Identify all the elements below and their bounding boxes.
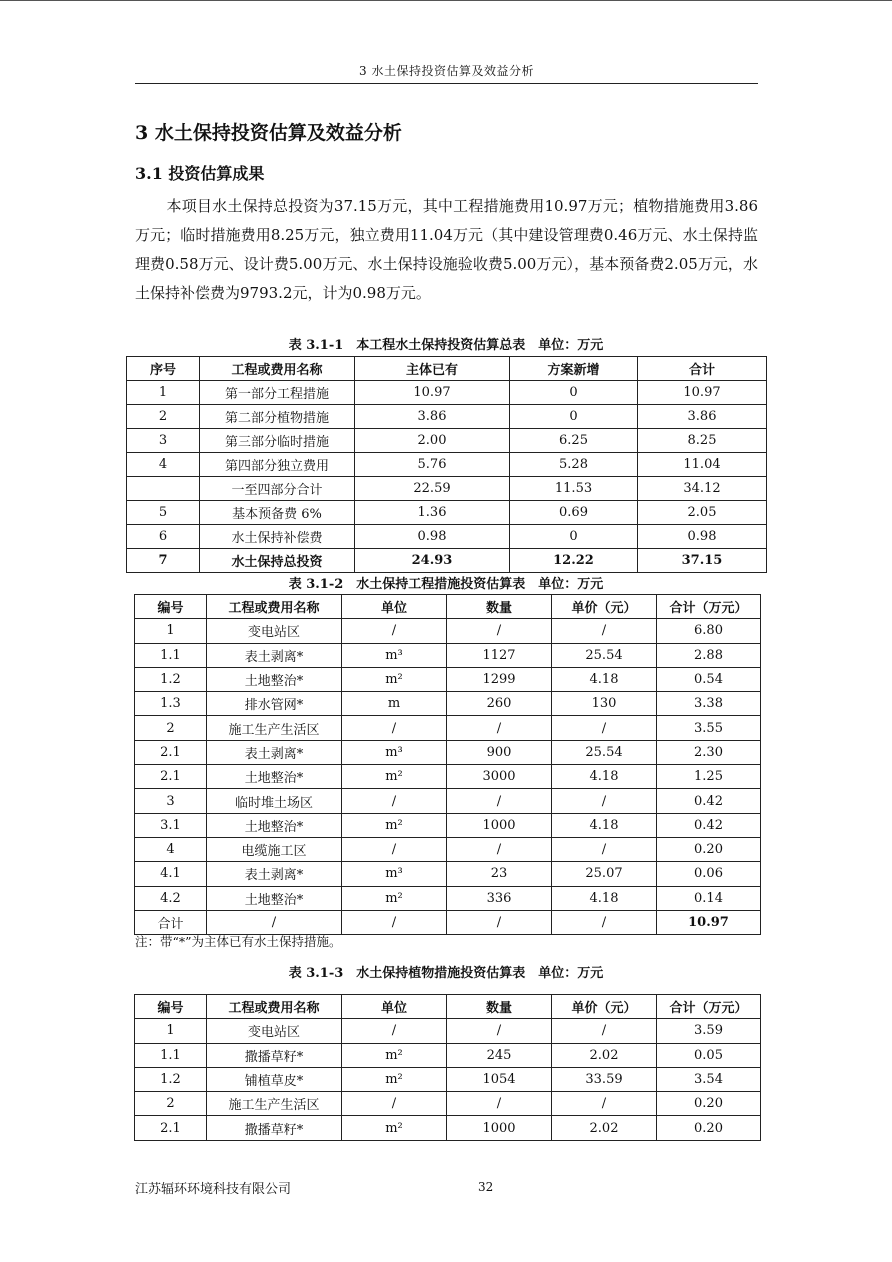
table-cell: m²	[342, 667, 447, 691]
section-title: 3.1 投资估算成果	[135, 164, 265, 183]
table-cell: 0.98	[638, 525, 767, 549]
table-cell: 4	[127, 453, 200, 477]
table-row	[135, 643, 761, 667]
col-header: 编号	[135, 995, 207, 1019]
table-row	[135, 813, 761, 837]
table-cell: /	[342, 1019, 447, 1043]
table-cell: /	[447, 716, 552, 740]
table-cell: m³	[342, 862, 447, 886]
table-cell: 表土剥离*	[207, 862, 342, 886]
table-row	[135, 765, 761, 789]
table-cell: 2.02	[552, 1116, 657, 1140]
table-cell: 3	[127, 429, 200, 453]
col-header: 编号	[135, 595, 207, 619]
table-cell: 2.05	[638, 501, 767, 525]
col-header: 数量	[447, 995, 552, 1019]
table-cell: 0.14	[657, 886, 761, 910]
table-cell: 1	[127, 381, 200, 405]
col-header: 单位	[342, 995, 447, 1019]
table-cell: 7	[127, 549, 200, 573]
table1-caption: 表 3.1-1 本工程水土保持投资估算总表 单位：万元	[288, 338, 604, 353]
table-cell: 1.1	[135, 1043, 207, 1067]
table-cell: 1.3	[135, 692, 207, 716]
table-cell: /	[342, 619, 447, 643]
table-row	[135, 1092, 761, 1116]
table-cell: /	[552, 789, 657, 813]
table-cell: /	[552, 1092, 657, 1116]
table-row	[127, 381, 767, 405]
table-cell: 260	[447, 692, 552, 716]
table-cell: 3.59	[657, 1019, 761, 1043]
table-cell: 1299	[447, 667, 552, 691]
table-cell: 撒播草籽*	[207, 1116, 342, 1140]
table-cell: 1.36	[355, 501, 510, 525]
table-cell: m²	[342, 813, 447, 837]
table-cell: 撒播草籽*	[207, 1043, 342, 1067]
table-cell: 10.97	[355, 381, 510, 405]
col-header: 单价（元）	[552, 595, 657, 619]
table-cell: 25.54	[552, 643, 657, 667]
table-cell: 22.59	[355, 477, 510, 501]
table-cell: 130	[552, 692, 657, 716]
table-cell: 6.25	[510, 429, 638, 453]
table-cell: 1	[135, 1019, 207, 1043]
table-cell: 2.30	[657, 740, 761, 764]
table-cell: /	[552, 1019, 657, 1043]
table-cell: m³	[342, 643, 447, 667]
table-cell: m²	[342, 765, 447, 789]
table-row	[135, 692, 761, 716]
table-cell: /	[447, 789, 552, 813]
table-cell: 施工生产生活区	[207, 1092, 342, 1116]
table-cell: 4.18	[552, 813, 657, 837]
table-cell: 3.86	[355, 405, 510, 429]
table-cell: 基本预备费 6%	[200, 501, 355, 525]
table-cell: 0.20	[657, 837, 761, 861]
table-row	[127, 549, 767, 573]
table-row	[135, 1019, 761, 1043]
table-row	[127, 405, 767, 429]
table-cell: 水土保持补偿费	[200, 525, 355, 549]
table-cell: 第一部分工程措施	[200, 381, 355, 405]
table-cell: 2.88	[657, 643, 761, 667]
table-cell: 4.18	[552, 765, 657, 789]
table-cell: 245	[447, 1043, 552, 1067]
table-cell: 铺植草皮*	[207, 1067, 342, 1091]
table-cell: 1127	[447, 643, 552, 667]
table-cell: 37.15	[638, 549, 767, 573]
table-cell: 1000	[447, 1116, 552, 1140]
table-cell: /	[552, 910, 657, 934]
table-row	[127, 525, 767, 549]
table-cell: 4.18	[552, 886, 657, 910]
col-header: 合计（万元）	[657, 595, 761, 619]
table-row	[127, 429, 767, 453]
table-cell: 2.1	[135, 1116, 207, 1140]
table-cell: 临时堆土场区	[207, 789, 342, 813]
table-cell: 2	[135, 716, 207, 740]
plant-measures-table	[134, 994, 761, 1141]
table-cell: 施工生产生活区	[207, 716, 342, 740]
running-header: 3 水土保持投资估算及效益分析	[359, 64, 534, 78]
table-row	[135, 837, 761, 861]
table-row	[135, 1067, 761, 1091]
table-cell: 2.02	[552, 1043, 657, 1067]
table-cell: 表土剥离*	[207, 643, 342, 667]
col-header: 主体已有	[355, 357, 510, 381]
table-cell: 0.20	[657, 1092, 761, 1116]
table-cell: 5.76	[355, 453, 510, 477]
table-cell: 12.22	[510, 549, 638, 573]
table-cell: 排水管网*	[207, 692, 342, 716]
table-cell: 4.2	[135, 886, 207, 910]
table-cell: 一至四部分合计	[200, 477, 355, 501]
table-cell: /	[447, 1019, 552, 1043]
table-cell: /	[447, 1092, 552, 1116]
col-header: 工程或费用名称	[207, 595, 342, 619]
table-cell: m²	[342, 1067, 447, 1091]
table-cell: 1000	[447, 813, 552, 837]
table-cell: m	[342, 692, 447, 716]
table-cell: 2.1	[135, 765, 207, 789]
table-cell: /	[552, 619, 657, 643]
table-cell: 4	[135, 837, 207, 861]
table-cell: m²	[342, 886, 447, 910]
table-row	[127, 501, 767, 525]
col-header: 单价（元）	[552, 995, 657, 1019]
col-header: 数量	[447, 595, 552, 619]
col-header: 序号	[127, 357, 200, 381]
table3-caption: 表 3.1-3 水土保持植物措施投资估算表 单位：万元	[288, 966, 604, 981]
table-cell: 0.54	[657, 667, 761, 691]
table-cell: 8.25	[638, 429, 767, 453]
table-cell: 900	[447, 740, 552, 764]
table-cell: /	[342, 789, 447, 813]
table-cell: 25.07	[552, 862, 657, 886]
table2-caption: 表 3.1-2 水土保持工程措施投资估算表 单位：万元	[288, 577, 604, 592]
table-cell: 合计	[135, 910, 207, 934]
table-row	[135, 789, 761, 813]
table-row	[135, 740, 761, 764]
table-row	[135, 862, 761, 886]
col-header: 方案新增	[510, 357, 638, 381]
table-cell: m²	[342, 1116, 447, 1140]
table-cell: 土地整治*	[207, 813, 342, 837]
table-row	[135, 1116, 761, 1140]
table-cell: 5.28	[510, 453, 638, 477]
table-row	[135, 886, 761, 910]
table-note: 注：带“*”为主体已有水土保持措施。	[135, 934, 342, 949]
table-row	[135, 667, 761, 691]
col-header: 工程或费用名称	[207, 995, 342, 1019]
table-cell: 0	[510, 381, 638, 405]
table-cell: 3.86	[638, 405, 767, 429]
table-cell: 6.80	[657, 619, 761, 643]
page-number: 32	[478, 1180, 494, 1194]
table-cell: 0.69	[510, 501, 638, 525]
table-cell: 0.42	[657, 813, 761, 837]
table-cell: 0.05	[657, 1043, 761, 1067]
table-cell: m²	[342, 1043, 447, 1067]
table-cell: 25.54	[552, 740, 657, 764]
table-cell: 变电站区	[207, 1019, 342, 1043]
table-cell: 23	[447, 862, 552, 886]
engineering-measures-table	[134, 594, 761, 935]
table-cell: 2.1	[135, 740, 207, 764]
table-cell: 水土保持总投资	[200, 549, 355, 573]
table-cell: 3.1	[135, 813, 207, 837]
table-header-row	[135, 595, 761, 619]
table-cell: 11.53	[510, 477, 638, 501]
table-row	[135, 619, 761, 643]
table-cell: 表土剥离*	[207, 740, 342, 764]
table-cell: 11.04	[638, 453, 767, 477]
table-row	[135, 1043, 761, 1067]
chapter-title: 3 水土保持投资估算及效益分析	[135, 122, 402, 144]
table-cell: 土地整治*	[207, 886, 342, 910]
table-cell: 1.1	[135, 643, 207, 667]
table-cell: 电缆施工区	[207, 837, 342, 861]
table-cell: 变电站区	[207, 619, 342, 643]
table-cell: /	[447, 619, 552, 643]
table-cell: 3.38	[657, 692, 761, 716]
col-header: 合计（万元）	[657, 995, 761, 1019]
table-cell: 0.98	[355, 525, 510, 549]
table-cell: 4.1	[135, 862, 207, 886]
table-cell: 1	[135, 619, 207, 643]
table-cell: /	[552, 716, 657, 740]
body-paragraph: 本项目水土保持总投资为37.15万元，其中工程措施费用10.97万元；植物措施费用3.86万元；临时措施费用8.25万元，独立费用11.04万元（其中建设管理费0.46万元、水土保持监理费0.58万元、设计费5.00万元、水土保持设施验收费5.00万元），基本预备费2.05万元，水土保持补偿费为9793.2元，计为0.98万元。	[135, 197, 758, 302]
table-cell: 10.97	[657, 910, 761, 934]
table-cell: 4.18	[552, 667, 657, 691]
table-cell: 0.42	[657, 789, 761, 813]
table-total-row	[135, 910, 761, 934]
table-cell: 0	[510, 405, 638, 429]
table-cell: /	[207, 910, 342, 934]
table-cell: 0	[510, 525, 638, 549]
table-cell: 2	[127, 405, 200, 429]
table-cell: 0.06	[657, 862, 761, 886]
top-border	[0, 0, 892, 1]
table-row	[127, 453, 767, 477]
col-header: 合计	[638, 357, 767, 381]
table-cell: 24.93	[355, 549, 510, 573]
header-rule	[135, 83, 758, 84]
table-cell: 3	[135, 789, 207, 813]
table-cell: 土地整治*	[207, 667, 342, 691]
table-cell: 1.25	[657, 765, 761, 789]
table-cell: 3.54	[657, 1067, 761, 1091]
table-cell: 3.55	[657, 716, 761, 740]
table-header-row	[127, 357, 767, 381]
table-cell: /	[342, 716, 447, 740]
table-cell: /	[447, 910, 552, 934]
table-cell: 5	[127, 501, 200, 525]
table-cell: /	[447, 837, 552, 861]
table-cell: 10.97	[638, 381, 767, 405]
table-cell: 第四部分独立费用	[200, 453, 355, 477]
table-row	[127, 477, 767, 501]
table-cell: 0.20	[657, 1116, 761, 1140]
col-header: 单位	[342, 595, 447, 619]
table-cell: 1.2	[135, 1067, 207, 1091]
table-header-row	[135, 995, 761, 1019]
table-cell: 2.00	[355, 429, 510, 453]
table-cell: 第二部分植物措施	[200, 405, 355, 429]
table-cell: 土地整治*	[207, 765, 342, 789]
table-cell: /	[342, 910, 447, 934]
table-cell: 34.12	[638, 477, 767, 501]
table-cell: 2	[135, 1092, 207, 1116]
table-cell: 1.2	[135, 667, 207, 691]
table-cell: 1054	[447, 1067, 552, 1091]
investment-summary-table	[126, 356, 767, 573]
table-cell: 6	[127, 525, 200, 549]
table-cell: m³	[342, 740, 447, 764]
table-cell: 33.59	[552, 1067, 657, 1091]
table-cell: 第三部分临时措施	[200, 429, 355, 453]
table-cell: /	[552, 837, 657, 861]
table-row	[135, 716, 761, 740]
table-cell: /	[342, 1092, 447, 1116]
col-header: 工程或费用名称	[200, 357, 355, 381]
footer-company: 江苏辐环环境科技有限公司	[135, 1182, 292, 1197]
table-cell	[127, 477, 200, 501]
table-cell: 336	[447, 886, 552, 910]
table-cell: /	[342, 837, 447, 861]
table-cell: 3000	[447, 765, 552, 789]
